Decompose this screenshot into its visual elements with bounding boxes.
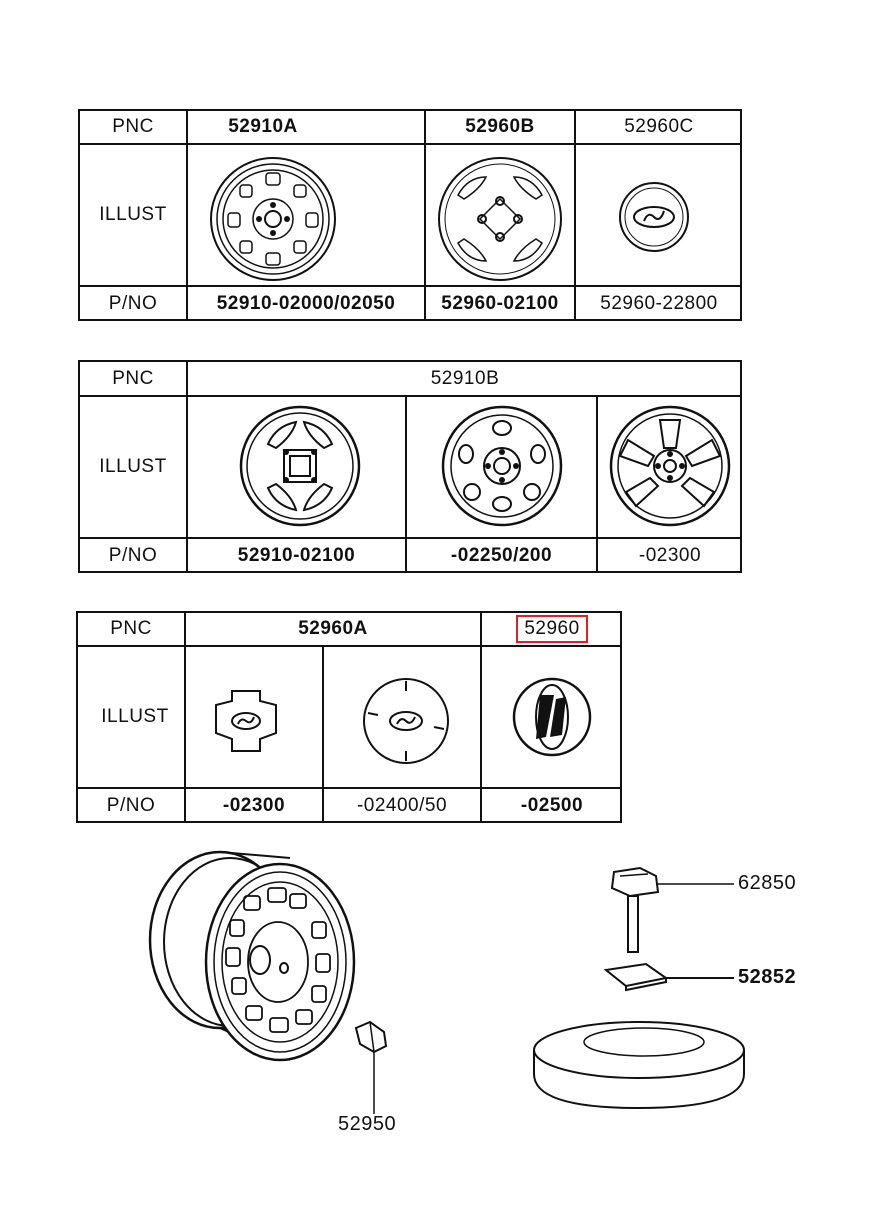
row-label-pno: P/NO (106, 795, 156, 816)
highlight-box: 52960 (516, 615, 587, 643)
emblem-cap-illustration (510, 675, 594, 759)
row-label-pnc: PNC (110, 618, 152, 639)
row-label-illust: ILLUST (99, 456, 167, 477)
pno-52910-02000: 52910-02000/02050 (216, 293, 396, 314)
callout-62850: 62850 (738, 872, 797, 894)
pno-02300: -02300 (638, 545, 702, 566)
wheel-table-3 (76, 611, 622, 823)
wheel-cover-illustration (436, 155, 564, 283)
steel-wheel-assembly-illustration (140, 850, 370, 1070)
alloy-wheel-illustration (440, 404, 564, 528)
alloy-wheel-illustration (238, 404, 362, 528)
center-cap-illustration (208, 683, 284, 759)
pnc-52960c: 52960C (624, 116, 694, 137)
row-label-pno: P/NO (108, 293, 158, 314)
wheel-table-1 (78, 109, 742, 321)
pno-02300: -02300 (222, 795, 286, 816)
pnc-52960a: 52960A (298, 618, 368, 639)
center-cap-illustration (616, 179, 692, 255)
jack-plate-illustration (600, 960, 740, 1000)
spare-tire-illustration (528, 1018, 750, 1114)
center-cap-illustration (360, 675, 452, 767)
row-label-pnc: PNC (112, 116, 154, 137)
pnc-52960b: 52960B (465, 116, 535, 137)
pnc-52910b: 52910B (430, 367, 500, 389)
row-label-pno: P/NO (108, 545, 158, 566)
pno-52910-02100: 52910-02100 (237, 545, 356, 566)
callout-52950: 52950 (338, 1113, 397, 1135)
pno-02400-50: -02400/50 (356, 795, 448, 816)
steel-wheel-illustration (208, 155, 338, 283)
callout-52852: 52852 (738, 966, 797, 988)
lug-nut-illustration (348, 1018, 398, 1118)
pno-02250-200: -02250/200 (450, 545, 553, 566)
pno-02500: -02500 (520, 795, 584, 816)
row-label-pnc: PNC (112, 367, 154, 389)
row-label-illust: ILLUST (99, 204, 167, 225)
pno-52960-22800: 52960-22800 (600, 293, 718, 314)
pnc-52960-highlighted (482, 613, 622, 645)
pnc-52910a: 52910A (228, 116, 298, 137)
jack-illustration (600, 862, 740, 957)
pno-52960-02100: 52960-02100 (441, 293, 559, 314)
row-label-illust: ILLUST (101, 706, 169, 727)
alloy-wheel-illustration (608, 404, 732, 528)
wheel-table-2 (78, 360, 742, 573)
